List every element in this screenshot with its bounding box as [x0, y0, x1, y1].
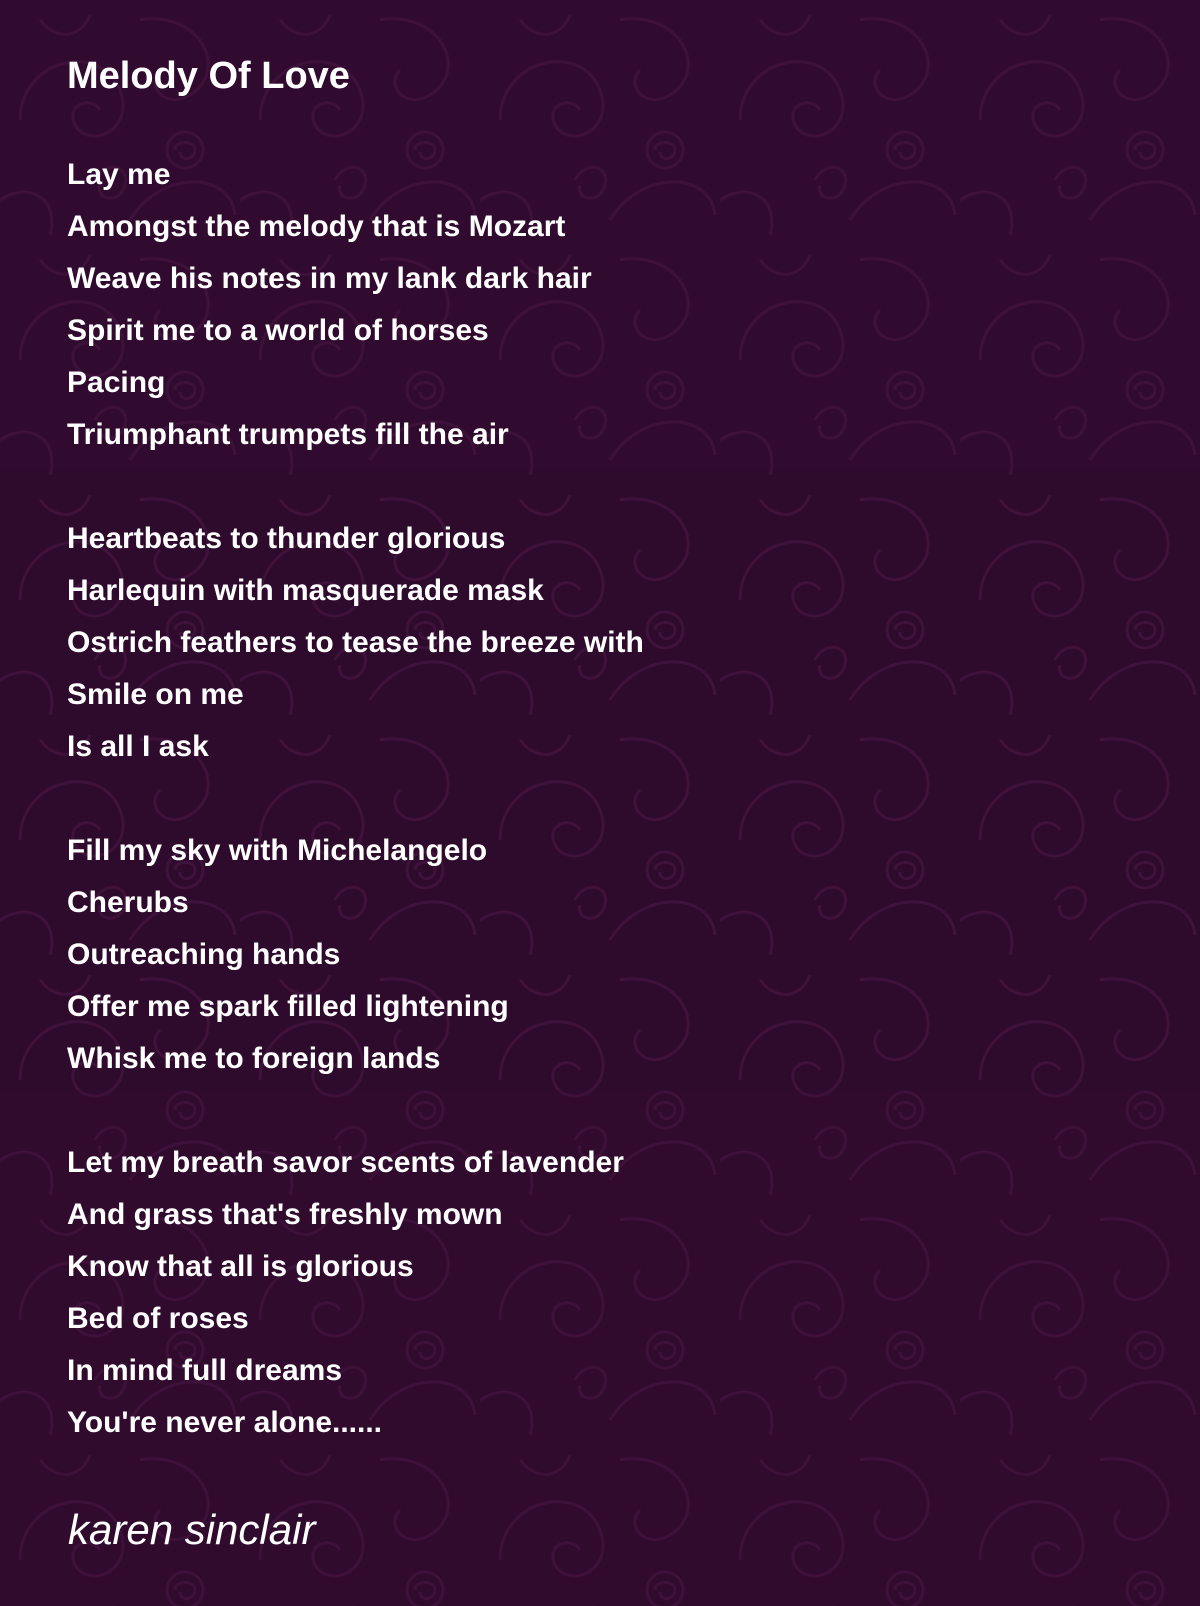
poem-line: Whisk me to foreign lands [67, 1042, 441, 1075]
poem-line: Cherubs [67, 886, 189, 919]
poem-line: Amongst the melody that is Mozart [67, 210, 566, 243]
poem-line: Triumphant trumpets fill the air [67, 418, 509, 451]
poem-line: And grass that's freshly mown [67, 1198, 503, 1231]
poem-title: Melody Of Love [67, 55, 350, 97]
poem-line: You're never alone...... [67, 1406, 383, 1439]
poem-line: Is all I ask [67, 730, 209, 763]
poem-line: Harlequin with masquerade mask [67, 574, 544, 607]
poem-line: In mind full dreams [67, 1354, 343, 1387]
poem-line: Ostrich feathers to tease the breeze with [67, 626, 644, 659]
stanza-2 [67, 513, 644, 773]
poem-line: Know that all is glorious [67, 1250, 414, 1283]
poem-line: Lay me [67, 158, 171, 191]
poem-line: Pacing [67, 366, 166, 399]
poem-author: karen sinclair [68, 1506, 316, 1553]
stanza-3 [67, 825, 509, 1085]
poem-line: Outreaching hands [67, 938, 341, 971]
poem-line: Heartbeats to thunder glorious [67, 522, 506, 555]
poem-line: Smile on me [67, 678, 244, 711]
stanza-4 [67, 1137, 624, 1449]
stanza-1 [67, 149, 592, 461]
poem-line: Bed of roses [67, 1302, 249, 1335]
poem-line: Weave his notes in my lank dark hair [67, 262, 592, 295]
poem-line: Let my breath savor scents of lavender [67, 1146, 624, 1179]
poem-line: Offer me spark filled lightening [67, 990, 509, 1023]
poem-line: Spirit me to a world of horses [67, 314, 489, 347]
poem-line: Fill my sky with Michelangelo [67, 834, 488, 867]
